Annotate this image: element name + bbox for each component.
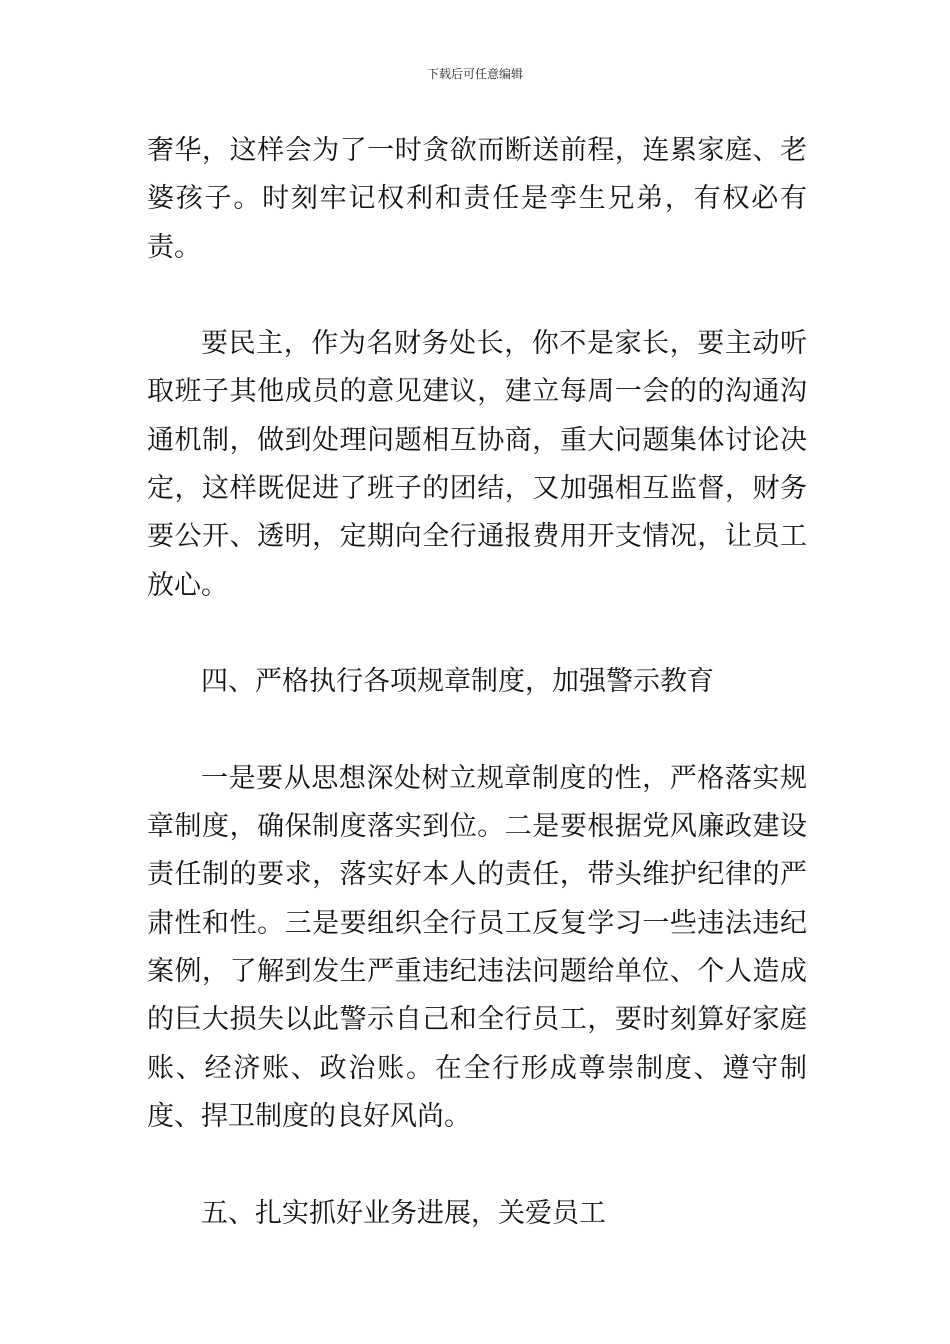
paragraph-spacer — [147, 707, 807, 755]
paragraph-spacer — [147, 610, 807, 658]
paragraph-spacer — [147, 272, 807, 320]
paragraph-2: 要民主，作为名财务处长，你不是家长，要主动听取班子其他成员的意见建议，建立每周一会的的沟通沟通机制，做到处理问题相互协商，重大问题集体讨论决定，这样既促进了班子的团结，又加强相互监督，财务要公开、透明，定期向全行通报费用开支情况，让员工放心。 — [147, 328, 807, 601]
paragraph-1: 奢华，这样会为了一时贪欲而断送前程，连累家庭、老婆孩子。时刻牢记权利和责任是孪生兄弟，有权必有责。 — [147, 135, 807, 263]
paragraph-spacer — [147, 1141, 807, 1189]
section-heading-5: 五、扎实抓好业务进展，关爱员工 — [201, 1197, 606, 1229]
document-body — [147, 127, 807, 1238]
section-heading-4: 四、严格执行各项规章制度，加强警示教育 — [201, 666, 714, 698]
paragraph-3: 一是要从思想深处树立规章制度的性，严格落实规章制度，确保制度落实到位。二是要根据党风廉政建设责任制的要求，落实好本人的责任，带头维护纪律的严肃性和性。三是要组织全行员工反复学习一些违法违纪案例，了解到发生严重违纪违法问题给单位、个人造成的巨大损失以此警示自己和全行员工，要时刻算好家庭账、经济账、政治账。在全行形成尊崇制度、遵守制度、捍卫制度的良好风尚。 — [147, 762, 807, 1132]
header-note: 下载后可任意编辑 — [426, 67, 523, 81]
